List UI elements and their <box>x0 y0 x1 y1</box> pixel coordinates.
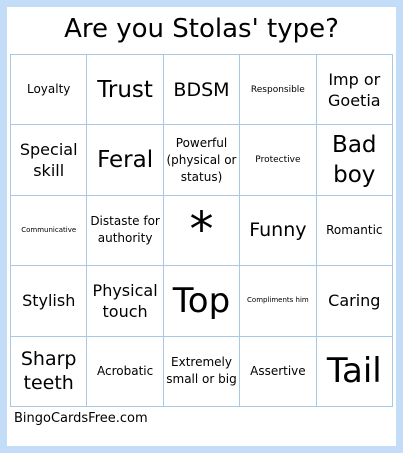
bingo-cell-5-3 <box>164 337 240 407</box>
cell-label: Sharp teeth <box>20 348 77 395</box>
bingo-cell-3-5 <box>317 196 393 266</box>
bingo-cell-3-2 <box>87 196 163 266</box>
cell-label: Loyalty <box>26 82 71 97</box>
cell-label: Physical touch <box>92 280 158 321</box>
cell-label: Communicative <box>21 225 77 234</box>
cell-label: Special skill <box>19 140 78 181</box>
bingo-cell-2-3 <box>164 125 240 195</box>
cell-label: Trust <box>97 76 153 103</box>
bingo-card <box>7 7 396 446</box>
bingo-cell-5-4 <box>240 337 316 407</box>
cell-label: Romantic <box>326 222 383 237</box>
cell-label: BDSM <box>173 78 230 101</box>
cell-label: Compliments him <box>247 296 309 305</box>
cell-label: Powerful (physical or status) <box>166 135 237 184</box>
cell-label: Tail <box>326 351 382 392</box>
bingo-cell-1-4 <box>240 55 316 125</box>
bingo-cell-2-5 <box>317 125 393 195</box>
bingo-cell-5-1 <box>11 337 87 407</box>
bingo-cell-1-2 <box>87 55 163 125</box>
free-space-star: * <box>189 202 214 259</box>
cell-label: Responsible <box>250 84 305 95</box>
bingo-cell-4-1 <box>11 266 87 336</box>
bingo-cell-3-1 <box>11 196 87 266</box>
free-space-cell <box>164 196 240 266</box>
cell-label: Extremely small or big <box>166 355 237 387</box>
bingo-cell-5-2 <box>87 337 163 407</box>
bingo-cell-1-3 <box>164 55 240 125</box>
cell-label: Assertive <box>250 363 306 378</box>
bingo-cell-4-2 <box>87 266 163 336</box>
cell-label: Funny <box>249 219 307 242</box>
cell-label: Acrobatic <box>96 363 154 378</box>
cell-label: Top <box>172 280 231 321</box>
bingo-cell-3-4 <box>240 196 316 266</box>
bingo-cell-2-1 <box>11 125 87 195</box>
card-title: Are you Stolas' type? <box>64 14 339 44</box>
site-credit: BingoCardsFree.com <box>14 411 148 426</box>
bingo-cell-5-5 <box>317 337 393 407</box>
bingo-cell-2-4 <box>240 125 316 195</box>
bingo-cell-2-2 <box>87 125 163 195</box>
bingo-cell-1-5 <box>317 55 393 125</box>
bingo-grid <box>10 54 393 407</box>
cell-label: Imp or Goetia <box>328 69 381 110</box>
bingo-cell-4-3 <box>164 266 240 336</box>
cell-label: Bad boy <box>332 132 377 189</box>
cell-label: Feral <box>97 147 154 174</box>
bingo-cell-4-4 <box>240 266 316 336</box>
cell-label: Caring <box>328 291 381 311</box>
bingo-cell-4-5 <box>317 266 393 336</box>
cell-label: Stylish <box>22 291 76 311</box>
bingo-cell-1-1 <box>11 55 87 125</box>
cell-label: Distaste for authority <box>90 214 160 246</box>
cell-label: Protective <box>255 155 301 166</box>
